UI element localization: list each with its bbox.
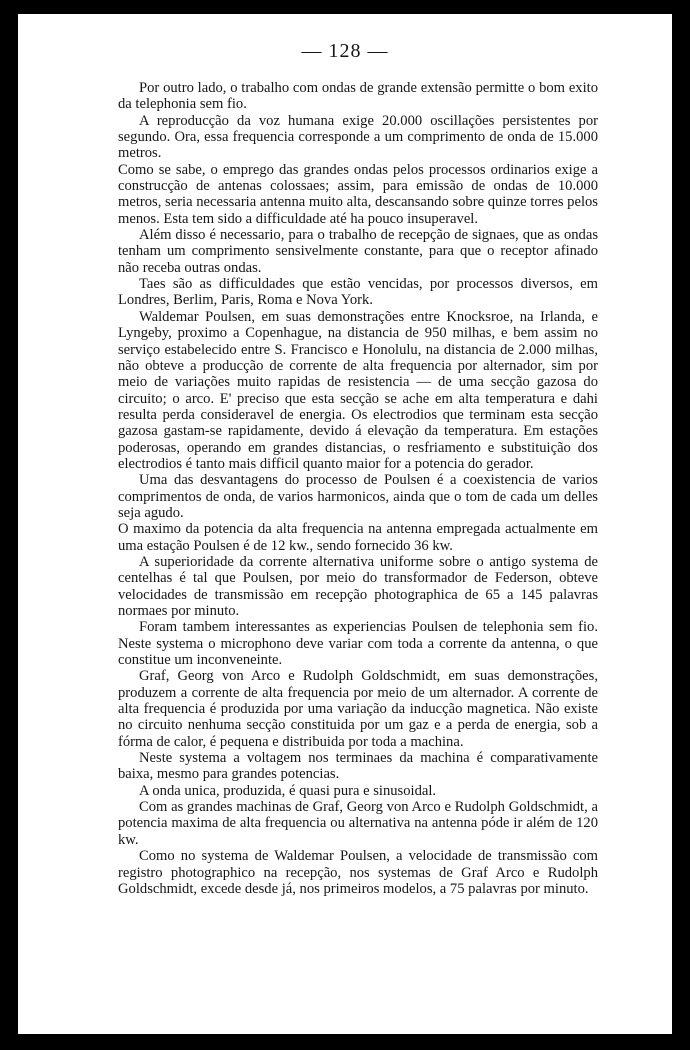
body-text <box>118 80 598 897</box>
paragraph: A reproducção da voz humana exige 20.000 oscillações persistentes por segundo. Ora, essa frequencia corresponde a um comprimento de onda de 15.000 metros. <box>118 112 598 162</box>
paragraph: Como se sabe, o emprego das grandes ondas pelos processos ordinarios exige a construcção de antenas colossaes; assim, para emissão de ondas de 10.000 metros, seria necessaria antenna muito alta, descansando sobre quinze torres pelos menos. Esta tem sido a difficuldade até ha pouco insuperavel. <box>118 161 598 227</box>
paragraph: Taes são as difficuldades que estão vencidas, por processos diversos, em Londres, Berlim, Paris, Roma e Nova York. <box>118 276 598 309</box>
paragraph: Uma das desvantagens do processo de Poulsen é a coexistencia de varios comprimentos de onda, de varios harmonicos, ainda que o tom de cada um delles seja agudo. <box>118 472 598 521</box>
paragraph: Waldemar Poulsen, em suas demonstrações entre Knocksroe, na Irlanda, e Lyngeby, proximo a Copenhague, na distancia de 950 milhas, e bem assim no serviço estabelecido entre S. Francisco e Honolulu, na distancia de 2.000 milhas, não obteve a producção de corrente de alta frequencia por alternador, sim por meio de variações muito rapidas de resistencia — de uma secção gazosa do circuito; o arco. E' preciso que esta secção se ache em alta temperatura e dahi resulta perda consideravel de energia. Os electrodios que terminam esta secção gazosa gastam-se rapidamente, devido á elevação da temperatura. Em estações poderosas, operando em grandes distancias, o resfriamento e substituição dos electrodios é tanto mais difficil quanto maior for a potencia do gerador. <box>118 308 598 472</box>
paragraph: Neste systema a voltagem nos terminaes da machina é comparativamente baixa, mesmo para grandes potencias. <box>118 750 598 783</box>
paragraph: Por outro lado, o trabalho com ondas de grande extensão permitte o bom exito da telephonia sem fio. <box>118 80 598 113</box>
page-number: — 128 — <box>301 40 389 62</box>
paragraph: A onda unica, produzida, é quasi pura e sinusoidal. <box>139 782 437 799</box>
book-page <box>18 14 672 1034</box>
paragraph: A superioridade da corrente alternativa uniforme sobre o antigo systema de centelhas é tal que Poulsen, por meio do transformador de Federson, obteve velocidades de transmissão em recepção photographica de 65 a 145 palavras normaes por minuto. <box>118 553 598 619</box>
paragraph: Com as grandes machinas de Graf, Georg von Arco e Rudolph Goldschmidt, a potencia maxima de alta frequencia ou alternativa na antenna póde ir além de 120 kw. <box>118 799 598 848</box>
paragraph: Como no systema de Waldemar Poulsen, a velocidade de transmissão com registro photographico na recepção, nos systemas de Graf Arco e Rudolph Goldschmidt, excede desde já, nos primeiros modelos, a 75 palavras por minuto. <box>118 848 598 897</box>
paragraph: Além disso é necessario, para o trabalho de recepção de signaes, que as ondas tenham um comprimento sensivelmente constante, para que o receptor afinado não receba outras ondas. <box>118 227 598 276</box>
paragraph: Foram tambem interessantes as experiencias Poulsen de telephonia sem fio. Neste systema o microphono deve variar com toda a corrente da antenna, o que constitue um inconveneinte. <box>118 619 598 669</box>
paragraph: Graf, Georg von Arco e Rudolph Goldschmidt, em suas demonstrações, produzem a corrente de alta frequencia por meio de um alternador. A corrente de alta frequencia é produzida por uma variação da inducção magnetica. Não existe no circuito nenhuma secção constituida por um gaz e a perda de energia, sob a fórma de calor, é pequena e distribuida por toda a machina. <box>118 668 598 750</box>
paragraph: O maximo da potencia da alta frequencia na antenna empregada actualmente em uma estação Poulsen é de 12 kw., sendo fornecido 36 kw. <box>118 521 598 554</box>
